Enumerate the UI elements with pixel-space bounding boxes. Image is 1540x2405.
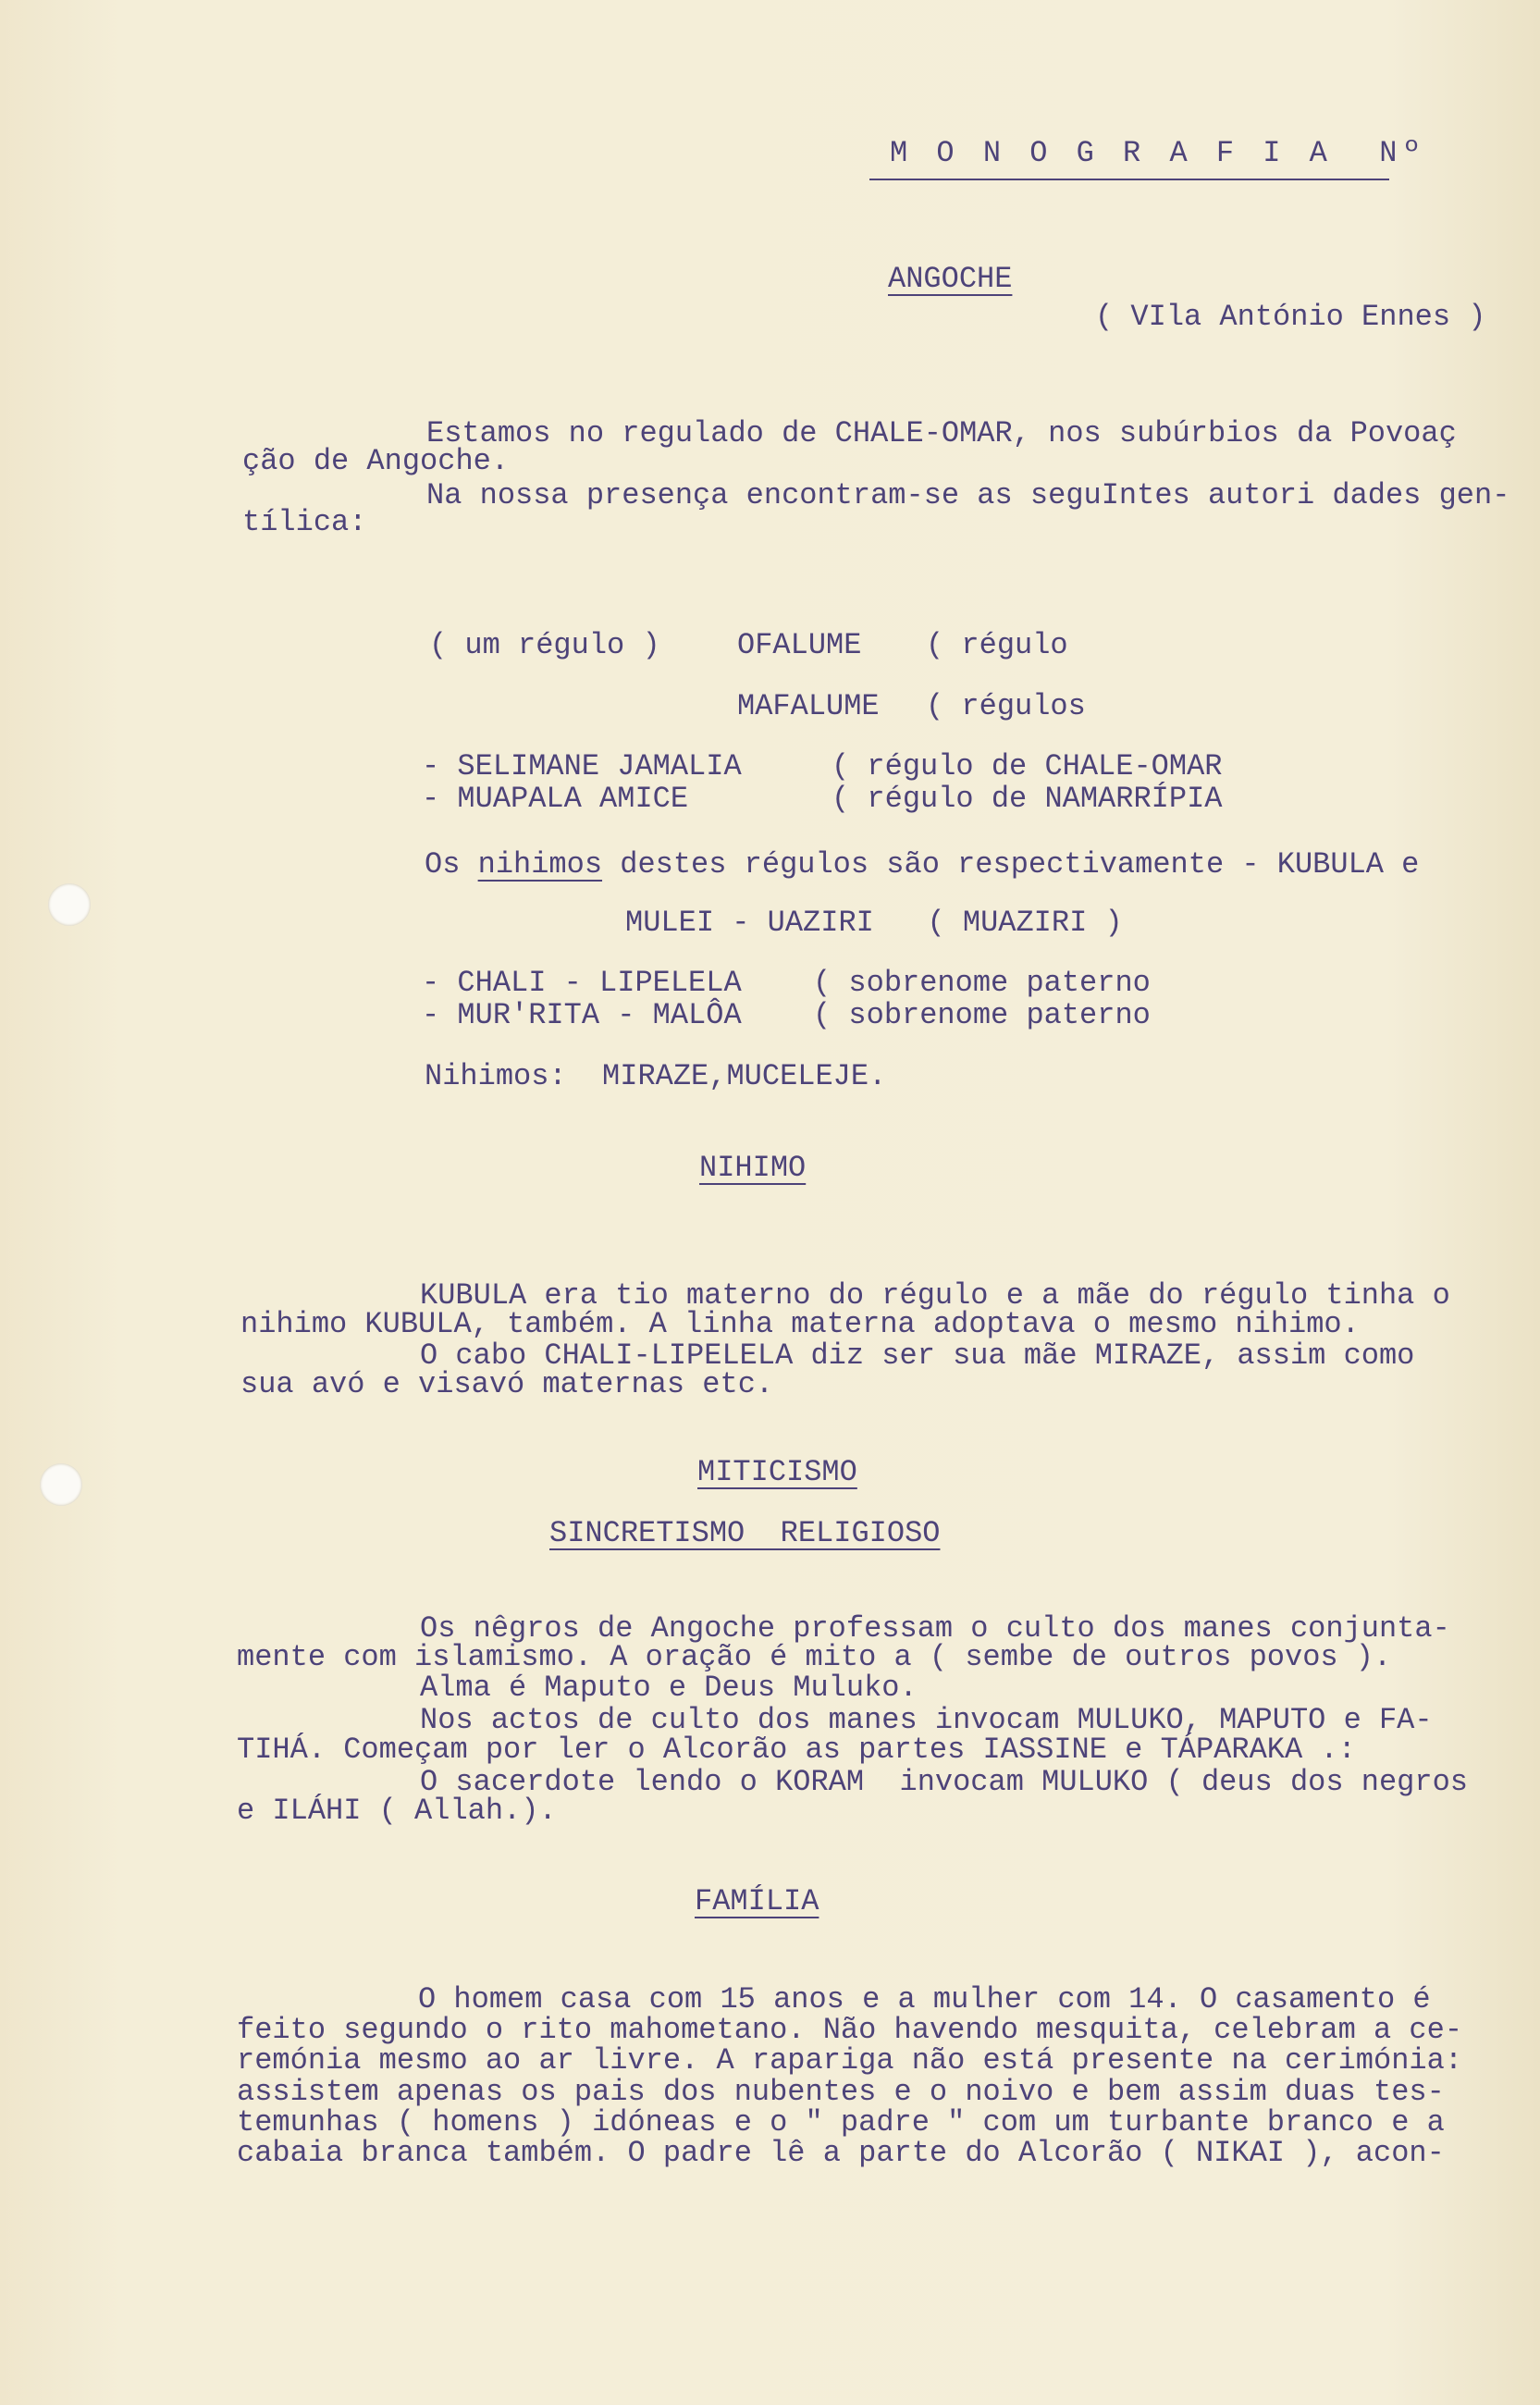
authority-label: ( um régulo ) [429,628,660,662]
surname-note: ( sobrenome paterno [813,966,1151,1000]
document-title: M O N O G R A F I A Nº [890,136,1426,170]
title-underline [869,179,1389,180]
intro-line: Na nossa presença encontram-se as seguIntes autori dades gen- [426,478,1510,512]
punch-hole [40,1463,82,1506]
place-subtitle: ( VIla António Ennes ) [1095,300,1486,334]
authority-note: ( régulo de NAMARRÍPIA [832,782,1223,816]
surname: - MUR'RITA - MALÔA [422,998,742,1032]
paragraph-line: Os nêgros de Angoche professam o culto dos manes conjunta- [420,1611,1450,1646]
section-subheading: SINCRETISMO RELIGIOSO [549,1516,941,1550]
nihimos-list: Nihimos: MIRAZE,MUCELEJE. [425,1059,887,1093]
section-heading-nihimo: NIHIMO [699,1151,807,1185]
paragraph-line: feito segundo o rito mahometano. Não havendo mesquita, celebram a ce- [237,2013,1463,2047]
paragraph-line: temunhas ( homens ) idóneas e o " padre " com um turbante branco e a [237,2105,1445,2140]
paragraph-line: cabaia branca também. O padre lê a parte do Alcorão ( NIKAI ), acon- [237,2136,1445,2170]
paragraph-line: Nos actos de culto dos manes invocam MULUKO, MAPUTO e FA- [420,1703,1433,1737]
paragraph-line: O cabo CHALI-LIPELELA diz ser sua mãe MIRAZE, assim como [420,1338,1415,1373]
authority-name: - SELIMANE JAMALIA [422,749,742,783]
authority-note: ( régulo de CHALE-OMAR [832,749,1223,783]
section-heading-miticismo: MITICISMO [697,1455,857,1489]
paragraph-line: remónia mesmo ao ar livre. A rapariga não está presente na cerimónia: [237,2043,1463,2078]
underlined-word: nihimos [477,847,603,882]
authority-note: ( régulo [926,628,1068,662]
paragraph-line: O homem casa com 15 anos e a mulher com 14. O casamento é [418,1982,1431,2016]
intro-line: ção de Angoche. [242,444,510,478]
nihimos-line [425,849,1419,880]
paragraph-line: KUBULA era tio materno do régulo e a mãe do régulo tinha o [420,1278,1450,1313]
paragraph-line: assistem apenas os pais dos nubentes e o noivo e bem assim duas tes- [237,2075,1445,2109]
paragraph-line: mente com islamismo. A oração é mito a ( sembe de outros povos ). [237,1640,1392,1674]
intro-line: tílica: [242,505,367,539]
text: Os [425,847,478,882]
paragraph-line: O sacerdote lendo o KORAM invocam MULUKO ( deus dos negros [420,1765,1468,1799]
paragraph-line: Alma é Maputo e Deus Muluko. [420,1671,918,1705]
intro-line: Estamos no regulado de CHALE-OMAR, nos subúrbios da Povoaç [426,416,1457,450]
nihimo-names: MULEI - UAZIRI ( MUAZIRI ) [625,906,1123,940]
surname-note: ( sobrenome paterno [813,998,1151,1032]
surname: - CHALI - LIPELELA [422,966,742,1000]
authority-name: MAFALUME [737,689,880,723]
paragraph-line: TIHÁ. Começam por ler o Alcorão as partes IASSINE e TÁPARAKA .: [237,1733,1356,1767]
authority-name: - MUAPALA AMICE [422,782,689,816]
paragraph-line: e ILÁHI ( Allah.). [237,1794,557,1828]
section-heading-familia: FAMÍLIA [695,1884,819,1918]
paragraph-line: sua avó e visavó maternas etc. [240,1367,774,1401]
authority-name: OFALUME [737,628,862,662]
place-heading: ANGOCHE [888,262,1013,296]
punch-hole [48,883,91,926]
text: destes régulos são respectivamente - KUBULA e [602,847,1420,882]
paragraph-line: nihimo KUBULA, também. A linha materna adoptava o mesmo nihimo. [240,1307,1360,1341]
authority-note: ( régulos [926,689,1086,723]
